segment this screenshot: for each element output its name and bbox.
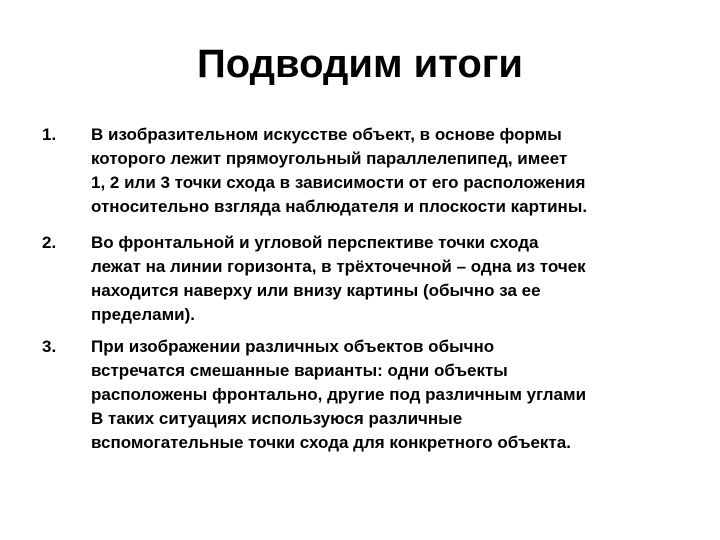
list-item-line: В изобразительном искусстве объект, в основе формы — [91, 125, 562, 144]
list-item-number: 3. — [42, 337, 57, 356]
list-item-line: относительно взгляда наблюдателя и плоскости картины. — [91, 197, 588, 216]
list-item-line: находится наверху или внизу картины (обычно за ее — [91, 281, 541, 300]
list-item-line: Во фронтальной и угловой перспективе точки схода — [91, 233, 539, 252]
list-item-line: лежат на линии горизонта, в трёхточечной – одна из точек — [91, 257, 586, 276]
list-item-line: пределами). — [91, 305, 196, 324]
list-item-line: В таких ситуациях используюся различные — [91, 409, 463, 428]
list-item-line: расположены фронтально, другие под различным углами — [91, 385, 587, 404]
list-item-line: встречатся смешанные варианты: одни объекты — [91, 361, 508, 380]
slide-title: Подводим итоги — [196, 42, 524, 86]
list-item-line: которого лежит прямоугольный параллелепипед, имеет — [91, 149, 568, 168]
list-item-line: При изображении различных объектов обычно — [91, 337, 495, 356]
list-item-number: 1. — [42, 125, 57, 144]
list-item-number: 2. — [42, 233, 57, 252]
list-item-line: 1, 2 или 3 точки схода в зависимости от его расположения — [91, 173, 586, 192]
list-item-line: вспомогательные точки схода для конкретного объекта. — [91, 433, 571, 452]
